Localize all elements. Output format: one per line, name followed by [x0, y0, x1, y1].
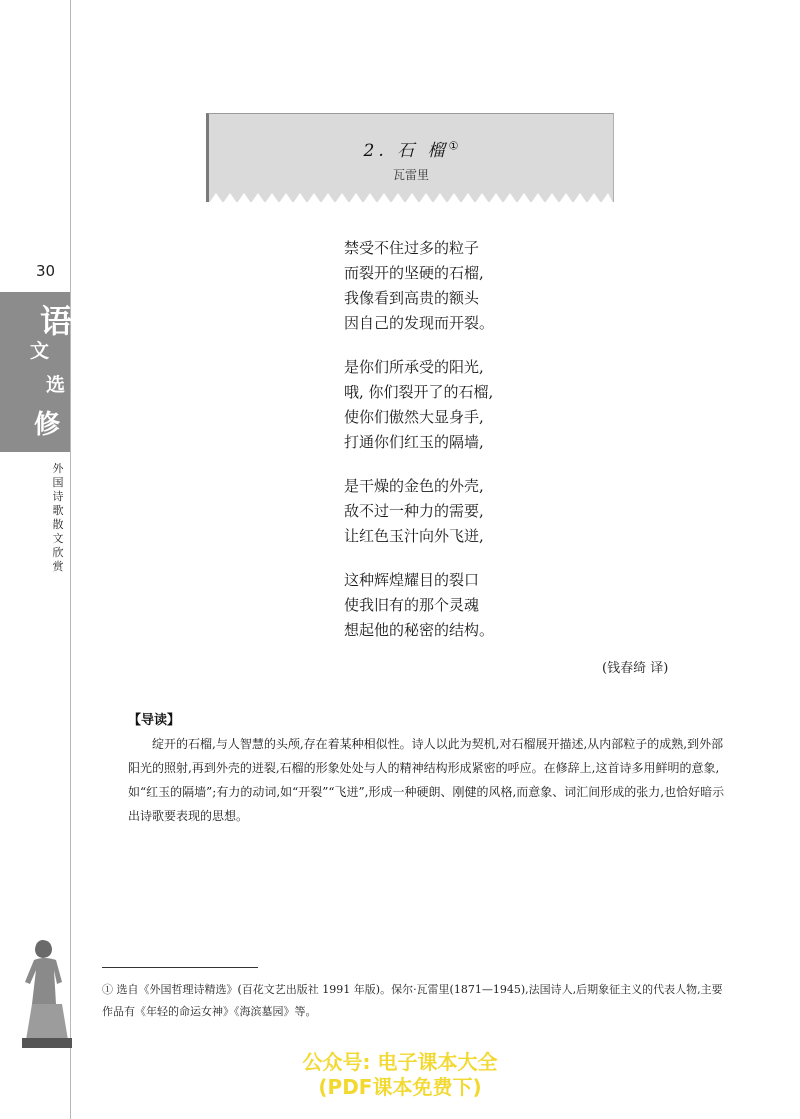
footnote: ① 选自《外国哲理诗精选》(百花文艺出版社 1991 年版)。保尔·瓦雷里(1871—1945),法国诗人,后期象征主义的代表人物,主要作品有《年轻的命运女神》《海滨墓园》等。 [102, 983, 723, 1018]
side-tab-char: 修 [34, 410, 61, 440]
poem-line: 打通你们红玉的隔墙, [344, 433, 484, 451]
poem-line: 想起他的秘密的结构。 [344, 621, 495, 639]
poem-line: 因自己的发现而开裂。 [344, 314, 495, 332]
guide-body: 绽开的石榴,与人智慧的头颅,存在着某种相似性。诗人以此为契机,对石榴展开描述,从内部粒子的成熟,到外部阳光的照射,再到外壳的迸裂,石榴的形象处处与人的精神结构形成紧密的呼应。在修辞上,这首诗多用鲜明的意象,如“红玉的隔墙”;有力的动词,如“开裂”“飞迸”,形成一种硬朗、刚健的风格,而意象、词汇间形成的张力,也恰好暗示出诗歌要表现的思想。 [128, 737, 725, 823]
poem-line: 使你们傲然大显身手, [344, 408, 484, 426]
zigzag-border [209, 191, 613, 203]
guide-heading: 【导读】 [128, 713, 181, 728]
stanza [344, 236, 494, 336]
poem-line: 是干燥的金色的外壳, [344, 477, 484, 495]
watermark [0, 1050, 800, 1100]
statue-icon [16, 938, 76, 1050]
title-box [206, 113, 614, 202]
side-tab-char: 语 [40, 302, 73, 340]
footnote-rule [102, 967, 258, 968]
watermark-line: 公众号: 电子课本大全 [302, 1050, 498, 1074]
poem-line: 使我旧有的那个灵魂 [344, 596, 480, 614]
side-tab-char: 选 [46, 374, 66, 396]
footnote-marker: ① [448, 139, 459, 153]
page-number: 30 [36, 262, 56, 280]
poem-line: 是你们所承受的阳光, [344, 358, 484, 376]
poem-line: 哦, 你们裂开了的石榴, [344, 383, 494, 401]
poem-line: 而裂开的坚硬的石榴, [344, 264, 484, 282]
poem-title: 2. 石 榴① [363, 139, 459, 161]
poem-line: 这种辉煌耀目的裂口 [344, 571, 480, 589]
watermark-line: (PDF课本免费下) [318, 1075, 482, 1099]
side-tab [0, 292, 73, 452]
side-subtitle: 外国诗歌散文欣赏 [52, 462, 64, 573]
stanza [344, 474, 494, 549]
poem-line: 禁受不住过多的粒子 [344, 239, 480, 257]
poem-line: 让红色玉汁向外飞迸, [344, 527, 484, 545]
stanza [344, 568, 494, 643]
side-tab-char: 文 [30, 340, 50, 362]
stanza [344, 355, 494, 455]
poem-body [344, 236, 494, 662]
poem-line: 我像看到高贵的额头 [344, 289, 480, 307]
poem-line: 敌不过一种力的需要, [344, 502, 484, 520]
poem-author: 瓦雷里 [392, 168, 429, 182]
translator-credit: (钱春绮 译) [602, 661, 669, 676]
